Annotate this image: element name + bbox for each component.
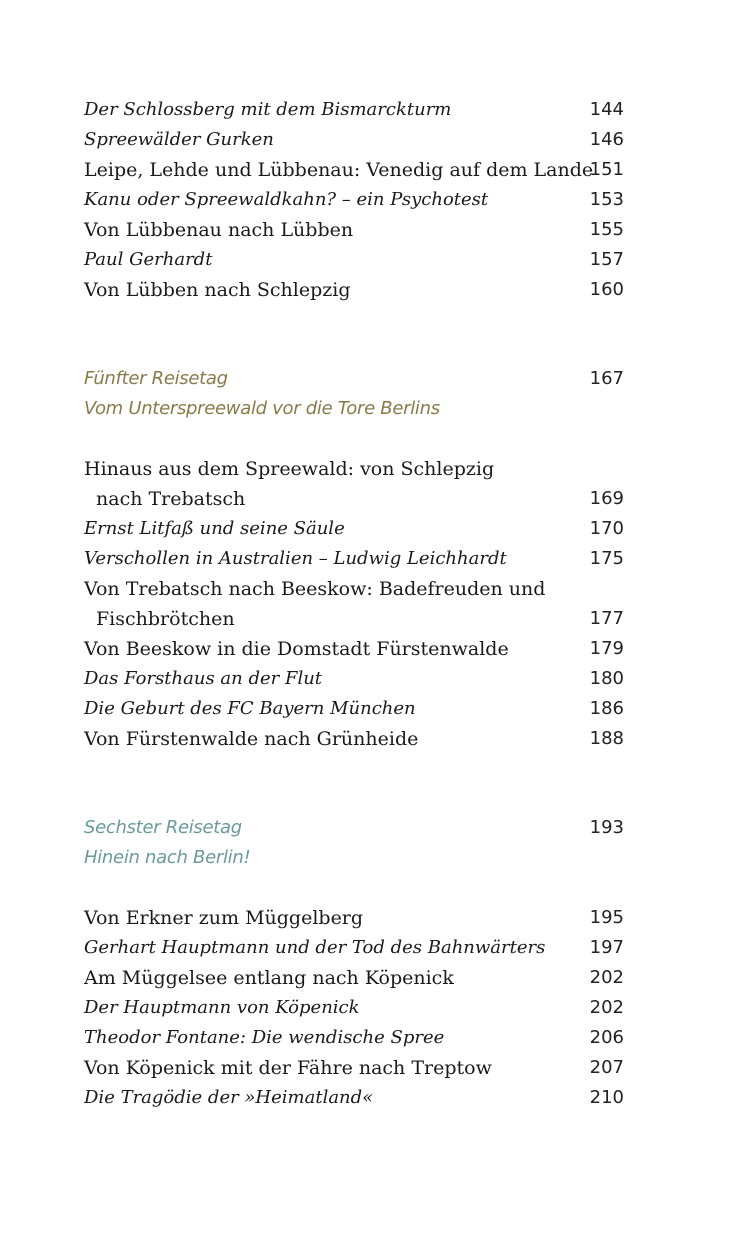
toc-entry: [84, 125, 624, 155]
toc-entry: [84, 484, 624, 514]
entry-title: Von Lübbenau nach Lübben: [84, 219, 354, 241]
toc-entry: [84, 634, 624, 664]
toc-entry: [84, 544, 624, 574]
section-heading: [84, 813, 624, 843]
entry-page: 153: [589, 189, 624, 210]
entry-title: Ernst Litfaß und seine Säule: [84, 518, 345, 539]
entry-title: Der Hauptmann von Köpenick: [84, 997, 360, 1018]
spacer: [84, 873, 624, 903]
entry-title: Von Trebatsch nach Beeskow: Badefreuden und: [84, 578, 546, 600]
entry-page: 157: [589, 249, 624, 270]
toc-entry: [84, 574, 624, 604]
entry-page: 179: [589, 638, 624, 659]
spacer: [84, 305, 624, 364]
entry-title: Theodor Fontane: Die wendische Spree: [84, 1027, 445, 1048]
toc-entry: [84, 95, 624, 125]
entry-page: 155: [589, 219, 624, 240]
toc-entry: [84, 694, 624, 724]
toc-entry: [84, 1083, 624, 1113]
section-title: Sechster Reisetag: [84, 817, 242, 838]
entry-title: nach Trebatsch: [96, 488, 246, 510]
entry-title: Verschollen in Australien – Ludwig Leichhardt: [84, 548, 507, 569]
entry-title: Hinaus aus dem Spreewald: von Schlepzig: [84, 458, 495, 480]
entry-title: Von Fürstenwalde nach Grünheide: [84, 728, 419, 750]
toc-entry: [84, 963, 624, 993]
toc-entry: [84, 514, 624, 544]
toc-entry: [84, 903, 624, 933]
spacer: [84, 424, 624, 454]
entry-page: 144: [589, 99, 624, 120]
toc-entry: [84, 215, 624, 245]
section-heading: [84, 364, 624, 394]
entry-title: Kanu oder Spreewaldkahn? – ein Psychotest: [84, 189, 489, 210]
entry-page: 195: [589, 907, 624, 928]
entry-title: Die Geburt des FC Bayern München: [84, 698, 416, 719]
toc-entry: [84, 1053, 624, 1083]
entry-title: Von Beeskow in die Domstadt Fürstenwalde: [84, 638, 509, 660]
entry-title: Von Köpenick mit der Fähre nach Treptow: [84, 1057, 492, 1079]
entry-page: 146: [589, 129, 624, 150]
entry-page: 170: [589, 518, 624, 539]
entry-page: 169: [589, 488, 624, 509]
entry-page: 202: [589, 997, 624, 1018]
entry-page: 206: [589, 1027, 624, 1048]
entry-title: Paul Gerhardt: [84, 249, 213, 270]
entry-page: 151: [589, 159, 624, 180]
entry-page: 207: [589, 1057, 624, 1078]
toc-entry: [84, 724, 624, 754]
entry-title: Gerhart Hauptmann und der Tod des Bahnwärters: [84, 937, 546, 958]
toc-entry: [84, 664, 624, 694]
section-page: 167: [589, 368, 624, 389]
entry-page: 180: [589, 668, 624, 689]
entry-title: Die Tragödie der »Heimatland«: [84, 1087, 374, 1108]
section-title: Fünfter Reisetag: [84, 368, 228, 389]
toc-entry: [84, 155, 624, 185]
entry-page: 188: [589, 728, 624, 749]
entry-page: 186: [589, 698, 624, 719]
section-subtitle: Vom Unterspreewald vor die Tore Berlins: [84, 398, 440, 419]
toc-entry: [84, 245, 624, 275]
entry-page: 210: [589, 1087, 624, 1108]
toc-entry: [84, 185, 624, 215]
entry-title: Das Forsthaus an der Flut: [84, 668, 323, 689]
section-fuenfter-reisetag: [84, 364, 624, 754]
entry-title: Fischbrötchen: [96, 608, 235, 630]
toc-entry: [84, 275, 624, 305]
entry-page: 160: [589, 279, 624, 300]
toc-entry: [84, 604, 624, 634]
toc-entry: [84, 933, 624, 963]
entry-title: Am Müggelsee entlang nach Köpenick: [84, 967, 454, 989]
toc-entry: [84, 1023, 624, 1053]
section-sechster-reisetag: [84, 813, 624, 1113]
table-of-contents: [84, 95, 624, 1113]
section-page: 193: [589, 817, 624, 838]
entry-title: Spreewälder Gurken: [84, 129, 274, 150]
entry-page: 177: [589, 608, 624, 629]
entry-page: 202: [589, 967, 624, 988]
section-subtitle: Hinein nach Berlin!: [84, 847, 251, 868]
entry-title: Leipe, Lehde und Lübbenau: Venedig auf dem Lande: [84, 159, 594, 181]
toc-entry: [84, 993, 624, 1023]
entry-page: 197: [589, 937, 624, 958]
entry-title: Von Lübben nach Schlepzig: [84, 279, 351, 301]
toc-entry: [84, 454, 624, 484]
entry-title: Der Schlossberg mit dem Bismarckturm: [84, 99, 452, 120]
spacer: [84, 754, 624, 813]
entry-page: 175: [589, 548, 624, 569]
toc-top-list: [84, 95, 624, 305]
entry-title: Von Erkner zum Müggelberg: [84, 907, 364, 929]
